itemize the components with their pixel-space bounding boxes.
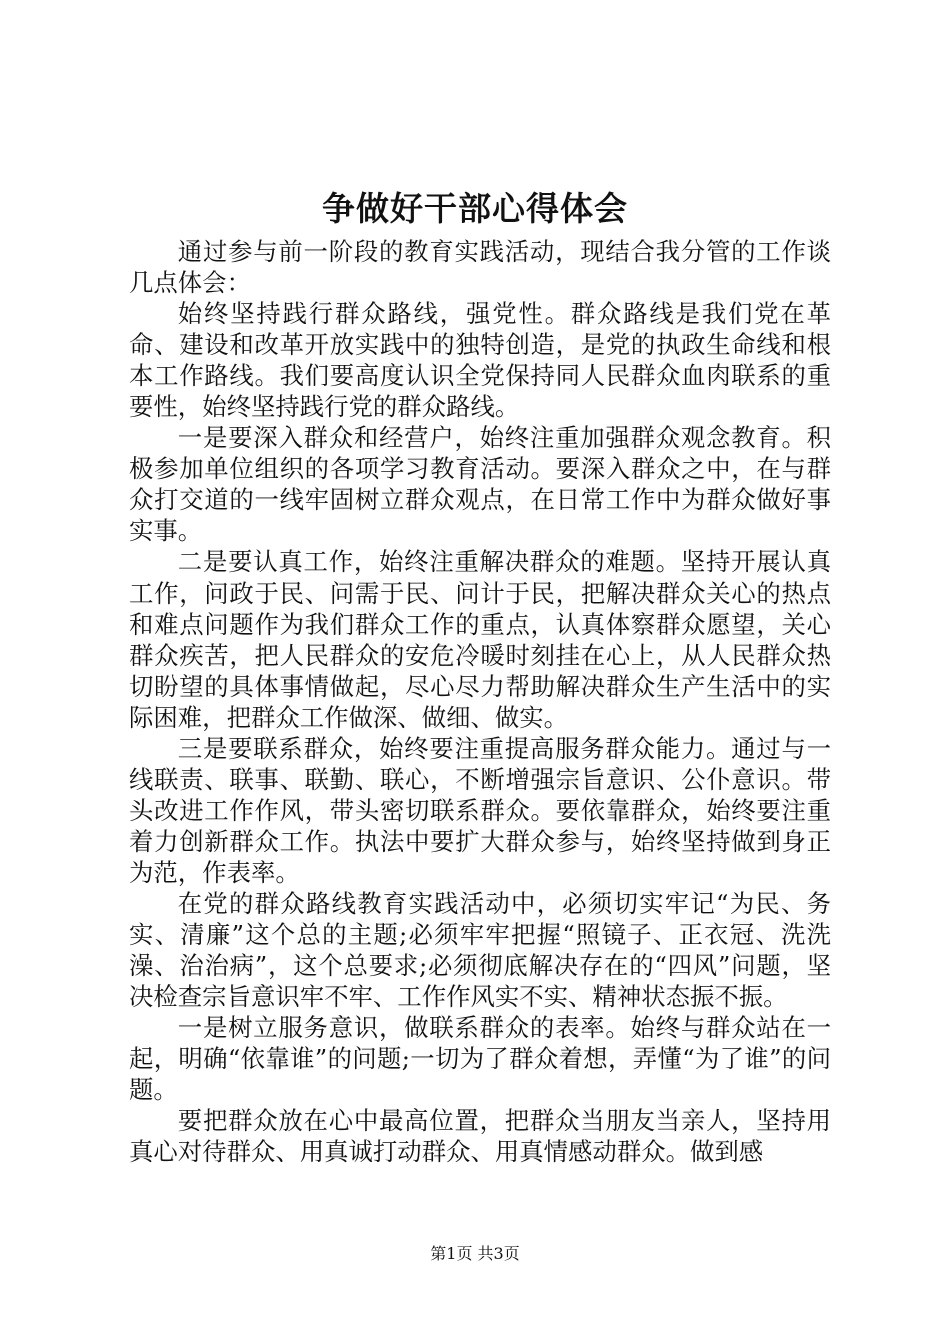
paragraph-point-two: 二是要认真工作，始终注重解决群众的难题。坚持开展认真工作，问政于民、问需于民、问计于民，把解决群众关心的热点和难点问题作为我们群众工作的重点，认真体察群众愿望，关心群众疾苦，把人民群众的安危冷暖时刻挂在心上，从人民群众热切盼望的具体事情做起，尽心尽力帮助解决群众生产生活中的实际困难，把群众工作做深、做细、做实。 [129, 547, 831, 732]
paragraph-point-three: 三是要联系群众，始终要注重提高服务群众能力。通过与一线联责、联事、联勤、联心，不断增强宗旨意识、公仆意识。带头改进工作作风，带头密切联系群众。要依靠群众，始终要注重着力创新群众工作。执法中要扩大群众参与，始终坚持做到身正为范，作表率。 [129, 733, 831, 887]
paragraph-service-awareness: 一是树立服务意识，做联系群众的表率。始终与群众站在一起，明确“依靠谁”的问题;一切为了群众着想，弄懂“为了谁”的问题。 [129, 1013, 831, 1105]
paragraph-intro: 通过参与前一阶段的教育实践活动，现结合我分管的工作谈几点体会： [129, 237, 831, 298]
paragraph-education-campaign: 在党的群众路线教育实践活动中，必须切实牢记“为民、务实、清廉”这个总的主题;必须牢牢把握“照镜子、正衣冠、洗洗澡、治治病”，这个总要求;必须彻底解决存在的“四风”问题，坚决检查宗旨意识牢不牢、工作作风实不实、精神状态振不振。 [129, 888, 831, 1012]
document-title: 争做好干部心得体会 [322, 189, 628, 228]
paragraph-mass-line: 始终坚持践行群众路线，强党性。群众路线是我们党在革命、建设和改革开放实践中的独特创造，是党的执政生命线和根本工作路线。我们要高度认识全党保持同人民群众血肉联系的重要性，始终坚持践行党的群众路线。 [129, 299, 831, 422]
paragraph-point-one: 一是要深入群众和经营户，始终注重加强群众观念教育。积极参加单位组织的各项学习教育活动。要深入群众之中，在与群众打交道的一线牢固树立群众观点，在日常工作中为群众做好事实事。 [129, 423, 831, 546]
page-footer: 第1页 共3页 [430, 1244, 520, 1263]
document-body [129, 236, 831, 1167]
paragraph-masses-first: 要把群众放在心中最高位置，把群众当朋友当亲人，坚持用真心对待群众、用真诚打动群众、用真情感动群众。做到感 [129, 1106, 831, 1167]
